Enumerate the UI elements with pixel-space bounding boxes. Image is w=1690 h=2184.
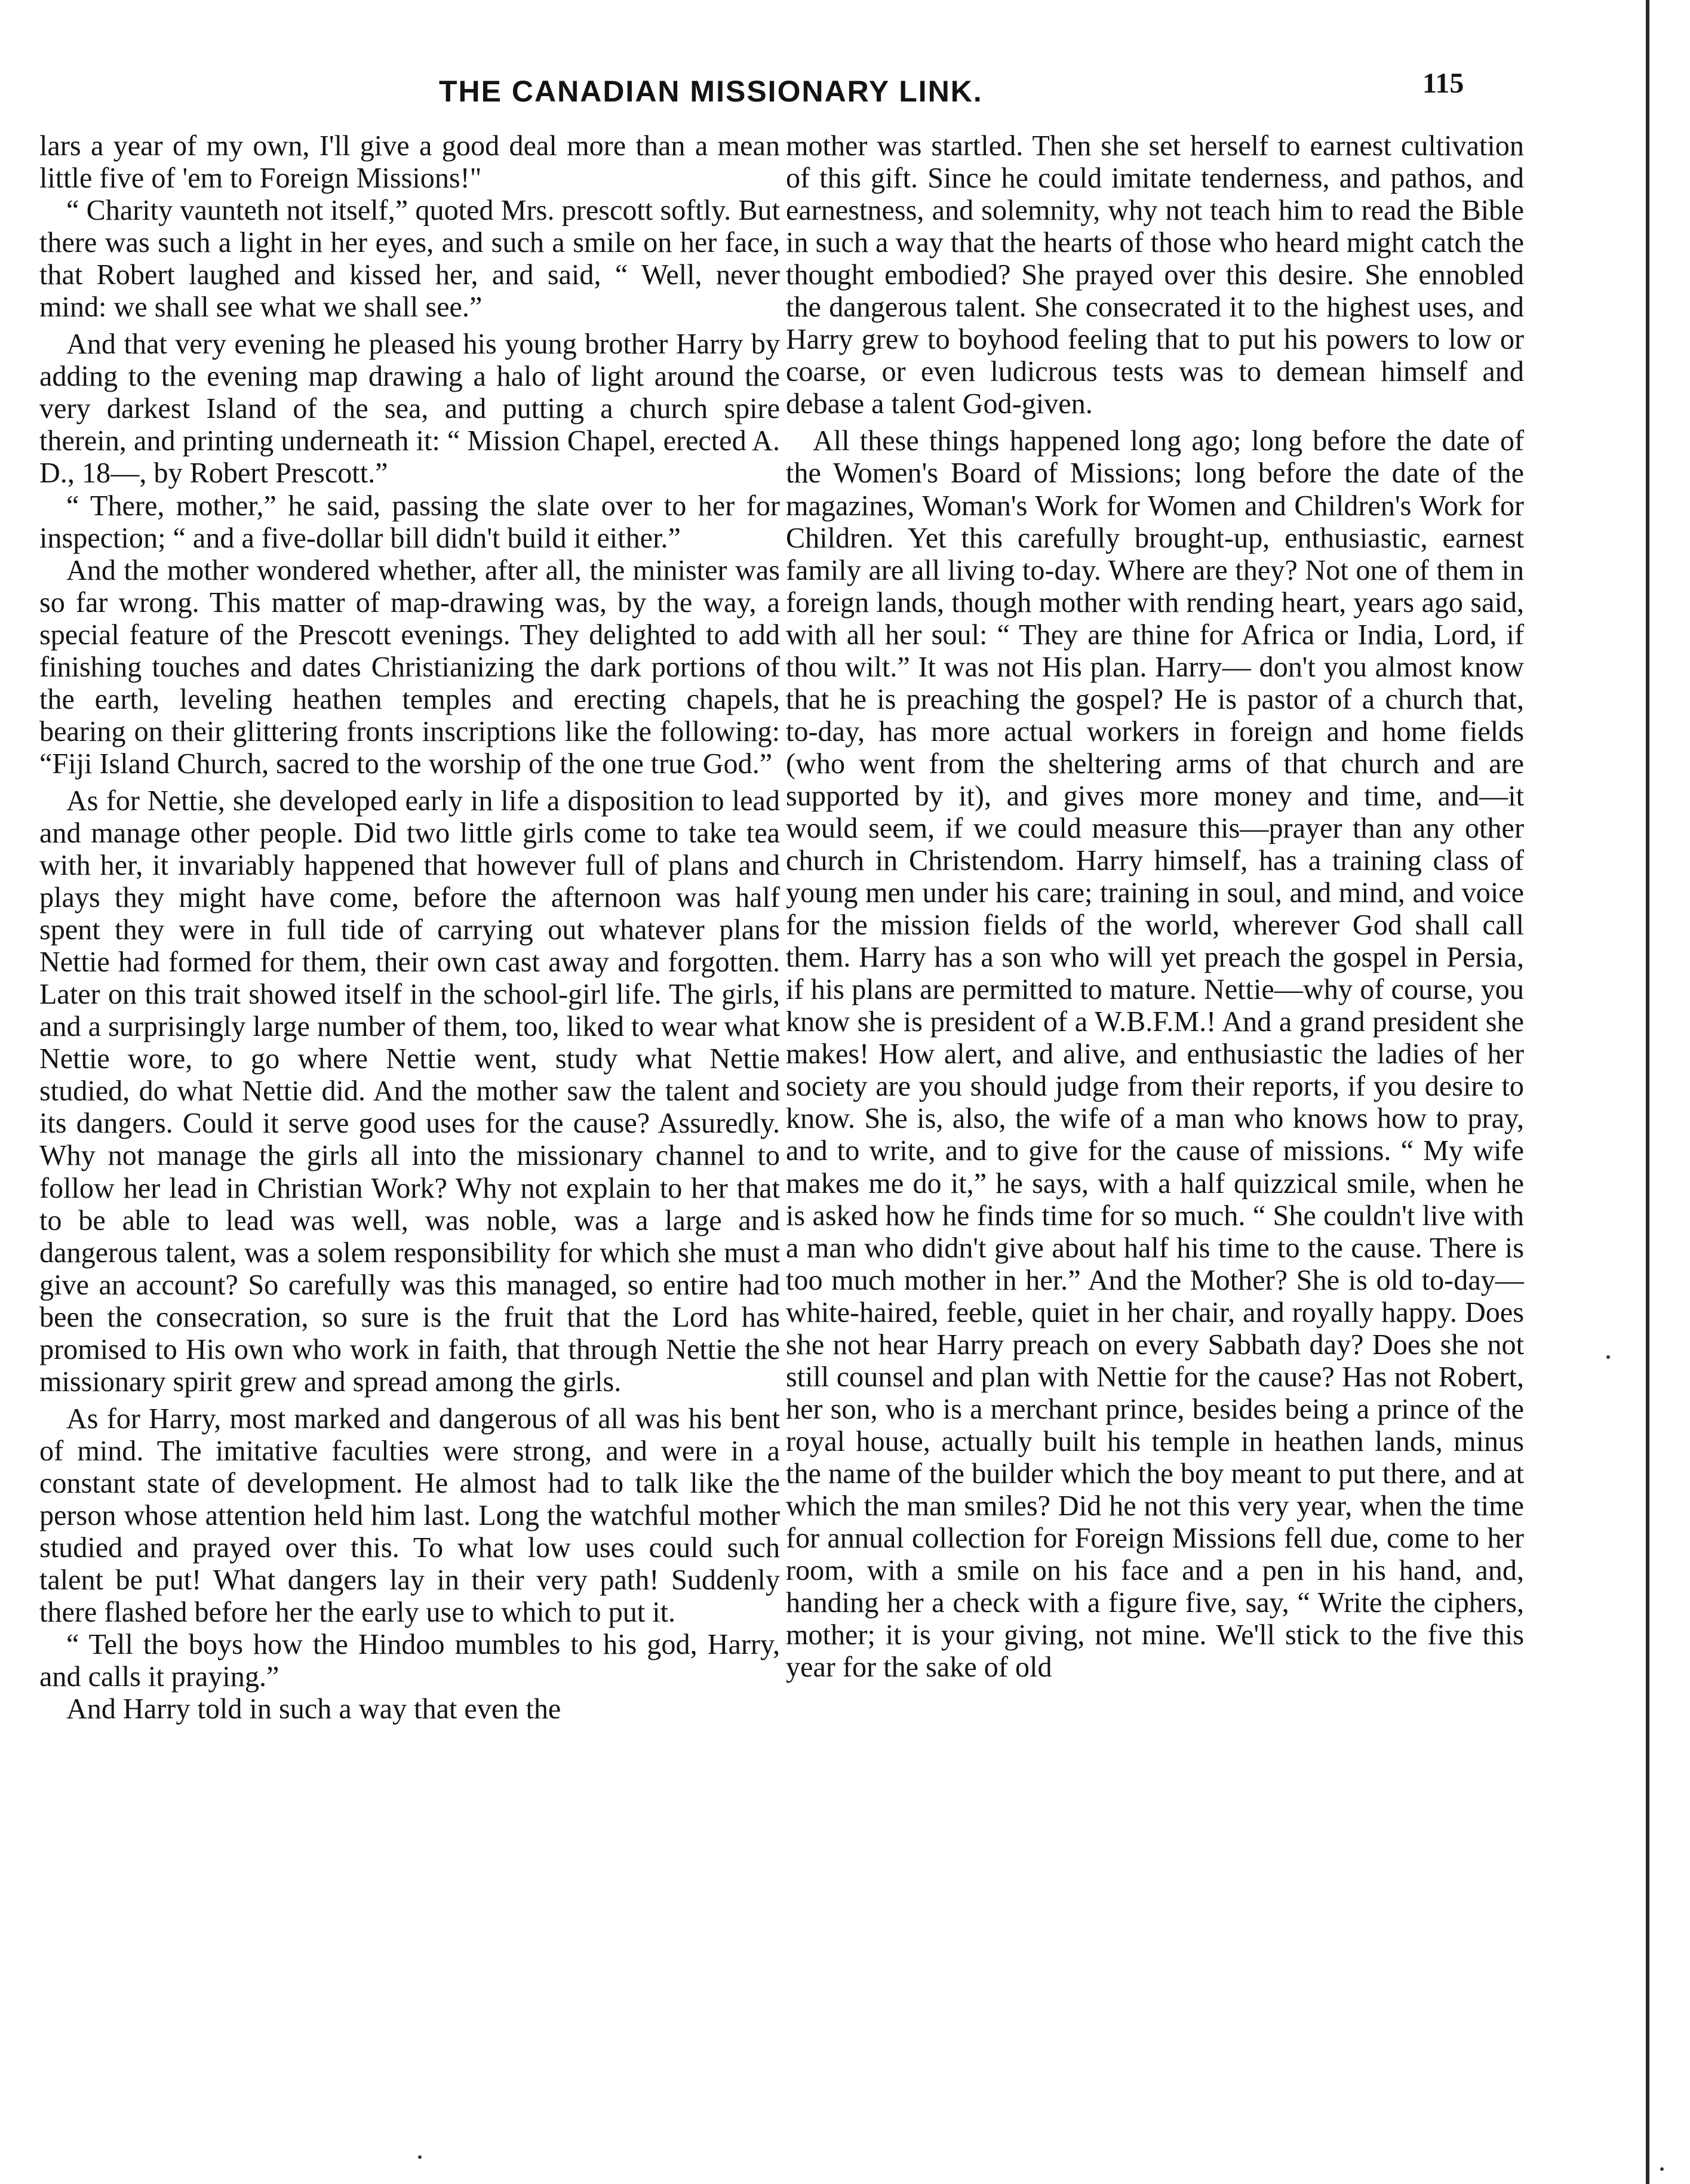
paragraph: lars a year of my own, I'll give a good deal more than a mean little five of 'em to Foreign Missions!" <box>39 130 780 195</box>
ink-speck <box>418 2155 422 2159</box>
left-column <box>39 130 780 1725</box>
paragraph: And the mother wondered whether, after all, the minister was so far wrong. This matter of map-drawing was, by the way, a special feature of the Prescott evenings. They delighted to add finishing touches and dates Christianizing the dark portions of the earth, leveling heathen temples and erecting chapels, bearing on their glittering fronts inscriptions like the following: “Fiji Island Church, sacred to the worship of the one true God.” <box>39 554 780 780</box>
ink-speck <box>1606 1355 1610 1359</box>
ink-speck <box>1660 2167 1664 2171</box>
paragraph: “ Tell the boys how the Hindoo mumbles to his god, Harry, and calls it praying.” <box>39 1629 780 1693</box>
paragraph: All these things happened long ago; long before the date of the Women's Board of Missions; long before the date of the magazines, Woman's Work for Women and Children's Work for Children. Yet this carefully brought-up, enthusiastic, earnest family are all living to-day. Where are they? Not one of them in foreign lands, though mother with rending heart, years ago said, with all her soul: “ They are thine for Africa or India, Lord, if thou wilt.” It was not His plan. Harry— don't you almost know that he is preaching the gospel? He is pastor of a church that, to-day, has more actual workers in foreign and home fields (who went from the sheltering arms of that church and are supported by it), and gives more money and time, and—it would seem, if we could measure this—prayer than any other church in Christendom. Harry himself, has a training class of young men under his care; training in soul, and mind, and voice for the mission fields of the world, wherever God shall call them. Harry has a son who will yet preach the gospel in Persia, if his plans are permitted to mature. Nettie—why of course, you know she is president of a W.B.F.M.! And a grand president she makes! How alert, and alive, and enthusiastic the ladies of her society are you should judge from their reports, if you desire to know. She is, also, the wife of a man who knows how to pray, and to write, and to give for the cause of missions. “ My wife makes me do it,” he says, with a half quizzical smile, when he is asked how he finds time for so much. “ She couldn't live with a man who didn't give about half his time to the cause. There is too much mother in her.” And the Mother? She is old to-day—white-haired, feeble, quiet in her chair, and royally happy. Does she not hear Harry preach on every Sabbath day? Does she not still counsel and plan with Nettie for the cause? Has not Robert, her son, who is a merchant prince, besides being a prince of the royal house, actually built his temple in heathen lands, minus the name of the builder which the boy meant to put there, and at which the man smiles? Did he not this very year, when the time for annual collection for Foreign Missions fell due, come to her room, with a smile on his face and a pen in his hand, and, handing her a check with a figure five, say, “ Write the ciphers, mother; it is your giving, not mine. We'll stick to the five this year for the sake of old <box>786 425 1524 1684</box>
paragraph: As for Nettie, she developed early in life a disposition to lead and manage other people. Did two little girls come to take tea with her, it invariably happened that however full of plans and plays they might have come, before the afternoon was half spent they were in full tide of carrying out whatever plans Nettie had formed for them, their own cast away and forgotten. Later on this trait showed itself in the school-girl life. The girls, and a surprisingly large number of them, too, liked to wear what Nettie wore, to go where Nettie went, study what Nettie studied, do what Nettie did. And the mother saw the talent and its dangers. Could it serve good uses for the cause? Assuredly. Why not manage the girls all into the missionary channel to follow her lead in Christian Work? Why not explain to her that to be able to lead was well, was noble, was a large and dangerous talent, was a solem responsibility for which she must give an account? So carefully was this managed, so entire had been the consecration, so sure is the fruit that the Lord has promised to His own who work in faith, that through Nettie the missionary spirit grew and spread among the girls. <box>39 785 780 1398</box>
paragraph: “ There, mother,” he said, passing the slate over to her for inspection; “ and a five-dollar bill didn't build it either.” <box>39 490 780 554</box>
paragraph: As for Harry, most marked and dangerous of all was his bent of mind. The imitative faculties were strong, and were in a constant state of development. He almost had to talk like the person whose attention held him last. Long the watchful mother studied and prayed over this. To what low uses could such talent be put! What dangers lay in their very path! Suddenly there flashed before her the early use to which to put it. <box>39 1402 780 1629</box>
running-title: THE CANADIAN MISSIONARY LINK. <box>439 75 983 108</box>
paragraph: And that very evening he pleased his young brother Harry by adding to the evening map drawing a halo of light around the very darkest Island of the sea, and putting a church spire therein, and printing underneath it: “ Mission Chapel, erected A. D., 18—, by Robert Prescott.” <box>39 328 780 490</box>
right-column <box>786 130 1524 1684</box>
paragraph: mother was startled. Then she set herself to earnest cultivation of this gift. Since he could imitate tenderness, and pathos, and earnestness, and solemnity, why not teach him to read the Bible in such a way that the hearts of those who heard might catch the thought embodied? She prayed over this desire. She ennobled the dangerous talent. She consecrated it to the highest uses, and Harry grew to boyhood feeling that to put his powers to low or coarse, or even ludicrous tests was to demean himself and debase a talent God-given. <box>786 130 1524 420</box>
paragraph: “ Charity vaunteth not itself,” quoted Mrs. prescott softly. But there was such a light in her eyes, and such a smile on her face, that Robert laughed and kissed her, and said, “ Well, never mind: we shall see what we shall see.” <box>39 195 780 324</box>
page-header <box>0 67 1690 121</box>
scan-edge-line <box>1646 0 1649 2184</box>
page-number: 115 <box>1422 67 1464 99</box>
paragraph: And Harry told in such a way that even the <box>66 1693 561 1725</box>
